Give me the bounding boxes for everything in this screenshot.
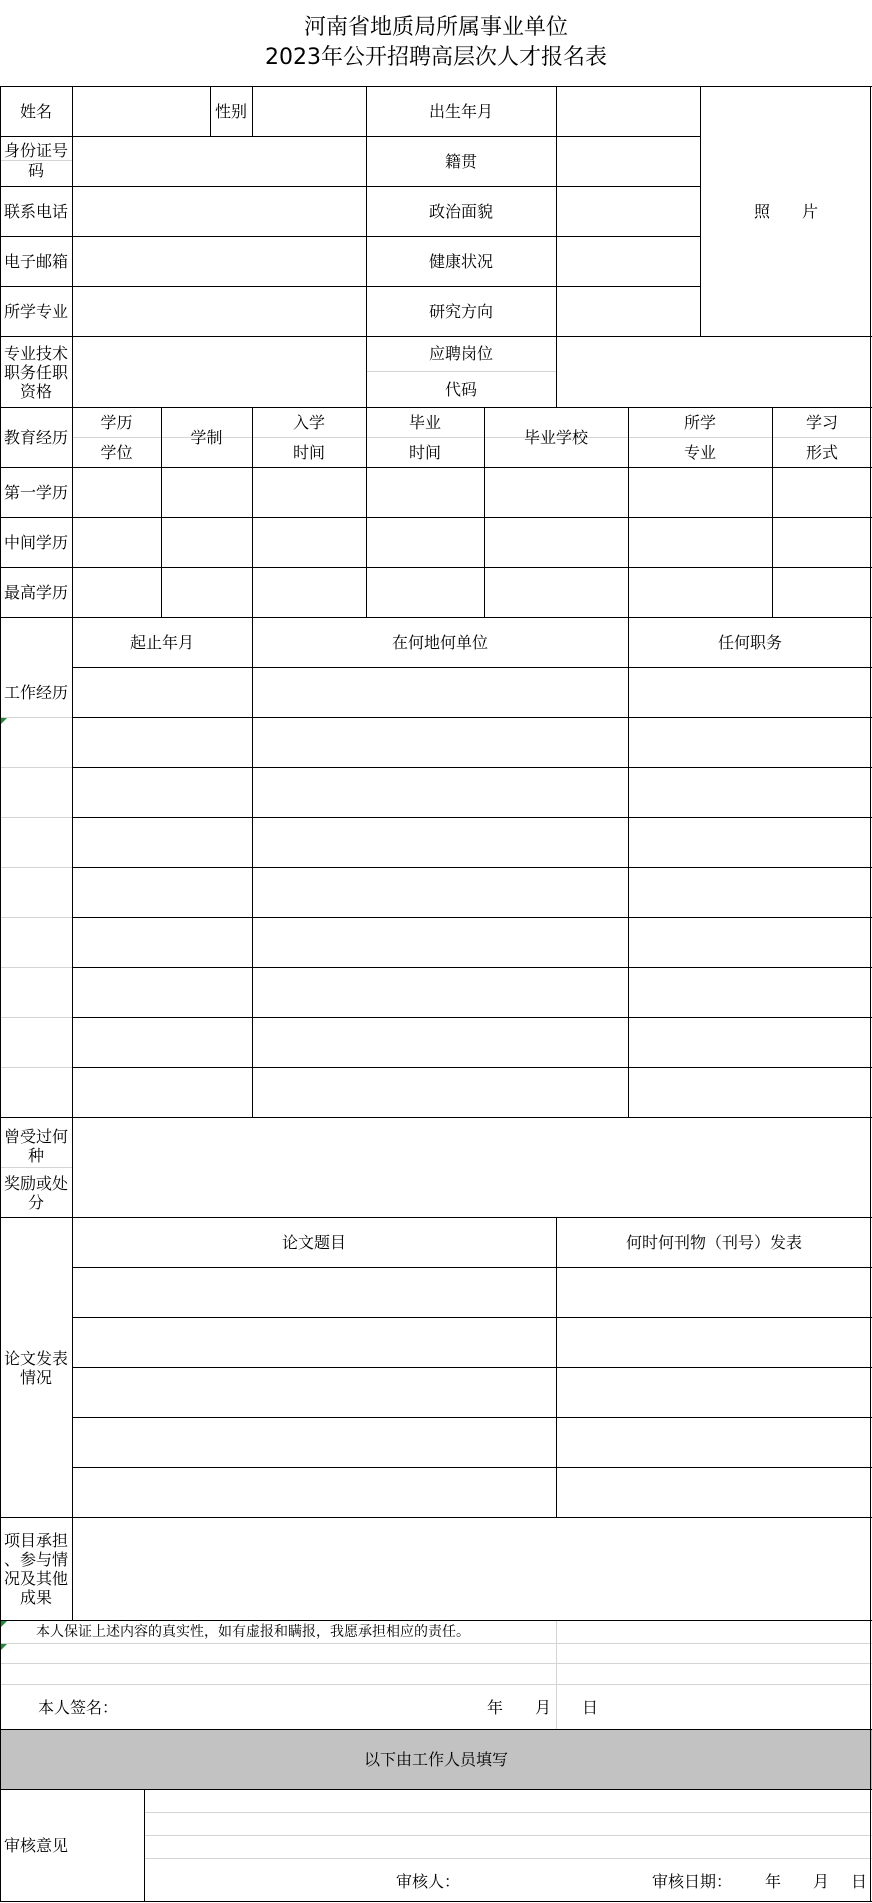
edu-header-system: 学制 — [190, 427, 223, 447]
table-border — [72, 967, 872, 968]
table-border — [252, 407, 253, 1117]
projects-label-line3: 况及其他 — [3, 1569, 68, 1588]
grid-line — [144, 1858, 872, 1859]
review-date-label: 审核日期： — [652, 1871, 733, 1891]
title-field[interactable] — [72, 336, 366, 407]
native-place-label: 籍贯 — [444, 151, 477, 171]
health-label: 健康状况 — [428, 251, 493, 271]
review-day: 日 — [850, 1871, 867, 1891]
edu-header-enroll2: 时间 — [292, 442, 325, 462]
phone-field[interactable] — [72, 186, 366, 236]
health-field[interactable] — [556, 236, 700, 286]
form-title-line2: 2023年公开招聘高层次人才报名表 — [265, 45, 607, 70]
projects-label-line4: 成果 — [19, 1588, 52, 1607]
declaration-text: 本人保证上述内容的真实性，如有虚报和瞒报，我愿承担相应的责任。 — [36, 1623, 470, 1640]
grid-line — [0, 867, 72, 868]
papers-label-line2: 情况 — [19, 1368, 52, 1387]
table-border — [0, 467, 872, 468]
rewards-field[interactable] — [72, 1117, 872, 1217]
signature-month: 月 — [534, 1697, 551, 1717]
political-label: 政治面貌 — [428, 201, 493, 221]
rewards-label-line4: 分 — [27, 1193, 44, 1212]
edu-header-degree1: 学历 — [100, 413, 133, 432]
name-field[interactable] — [72, 86, 210, 136]
grid-line — [0, 1684, 872, 1685]
birth-label: 出生年月 — [428, 101, 493, 121]
gender-field[interactable] — [252, 86, 366, 136]
table-border — [72, 1017, 872, 1018]
grid-line — [0, 1643, 872, 1644]
table-border — [72, 767, 872, 768]
grid-line — [0, 717, 72, 718]
table-border — [0, 1620, 872, 1621]
id-field[interactable] — [72, 136, 366, 186]
form-title-line1: 河南省地质局所属事业单位 — [303, 15, 568, 40]
paper-header-journal: 何时何刊物（刊号）发表 — [625, 1232, 802, 1252]
table-border — [72, 917, 872, 918]
photo-box[interactable]: 照 片 — [753, 201, 818, 221]
code-label: 代码 — [444, 379, 477, 399]
edu-header-enroll1: 入学 — [292, 413, 325, 432]
reviewer-label: 审核人： — [396, 1871, 461, 1891]
table-border — [72, 1267, 872, 1268]
edu-header-major1: 所学 — [683, 413, 716, 432]
email-label: 电子邮箱 — [3, 251, 68, 271]
projects-label-line2: 、参与情 — [3, 1550, 68, 1569]
edu-row-label: 中间学历 — [3, 532, 68, 552]
table-border — [72, 1067, 872, 1068]
cell-comment-marker — [1, 718, 7, 724]
edu-header-school: 毕业学校 — [523, 427, 588, 447]
cell-comment-marker — [1, 1644, 7, 1650]
signature-field[interactable] — [128, 1696, 468, 1718]
grid-line — [0, 1167, 72, 1168]
paper-header-title: 论文题目 — [281, 1232, 346, 1252]
projects-label-line1: 项目承担 — [3, 1531, 68, 1550]
table-border — [72, 667, 872, 668]
table-border — [0, 517, 872, 518]
cell-comment-marker — [1, 1621, 7, 1627]
grid-line — [0, 1017, 72, 1018]
signature-label: 本人签名： — [38, 1697, 119, 1717]
native-place-field[interactable] — [556, 136, 700, 186]
edu-header-degree2: 学位 — [100, 442, 133, 462]
title-label-line2: 职务任职 — [3, 363, 68, 382]
review-year: 年 — [764, 1871, 781, 1891]
birth-field[interactable] — [556, 86, 700, 136]
email-field[interactable] — [72, 236, 366, 286]
research-field[interactable] — [556, 286, 700, 336]
work-header-position: 任何职务 — [717, 632, 782, 652]
rewards-label-line3: 奖励或处 — [3, 1174, 68, 1193]
id-label-line1: 身份证号 — [3, 140, 68, 160]
grid-line — [0, 1067, 72, 1068]
edu-header-mode1: 学习 — [805, 413, 838, 432]
title-label-line3: 资格 — [19, 382, 52, 401]
table-border — [0, 1901, 872, 1902]
projects-field[interactable] — [72, 1517, 872, 1620]
gender-label: 性别 — [214, 101, 247, 121]
table-border — [0, 567, 872, 568]
edu-row-label: 第一学历 — [3, 482, 68, 502]
table-border — [72, 1367, 872, 1368]
phone-label: 联系电话 — [3, 201, 68, 221]
title-label-line1: 专业技术 — [3, 344, 68, 363]
id-label-line2: 码 — [27, 160, 44, 180]
edu-header-grad1: 毕业 — [408, 413, 441, 432]
name-label: 姓名 — [19, 101, 52, 121]
table-border — [72, 817, 872, 818]
table-border — [72, 1467, 872, 1468]
edu-row-label: 最高学历 — [3, 582, 68, 602]
post-label: 应聘岗位 — [428, 344, 493, 363]
work-header-period: 起止年月 — [129, 632, 194, 652]
grid-line — [0, 1663, 872, 1664]
edu-header-grad2: 时间 — [408, 442, 441, 462]
signature-year: 年 — [486, 1697, 503, 1717]
review-month: 月 — [812, 1871, 829, 1891]
work-header-employer: 在何地何单位 — [391, 632, 488, 652]
table-border — [72, 717, 872, 718]
table-border — [72, 867, 872, 868]
research-label: 研究方向 — [428, 301, 493, 321]
table-border — [72, 1417, 872, 1418]
major-field[interactable] — [72, 286, 366, 336]
edu-header-major2: 专业 — [683, 442, 716, 462]
education-label: 教育经历 — [3, 427, 68, 447]
review-label: 审核意见 — [3, 1835, 68, 1855]
table-border — [72, 1317, 872, 1318]
table-border — [628, 407, 629, 1117]
work-label: 工作经历 — [3, 682, 68, 702]
rewards-label-line2: 种 — [27, 1146, 44, 1165]
papers-label-line1: 论文发表 — [3, 1349, 68, 1368]
grid-line — [0, 967, 72, 968]
grid-line — [0, 817, 72, 818]
edu-header-mode2: 形式 — [805, 442, 838, 462]
staff-banner: 以下由工作人员填写 — [363, 1750, 508, 1769]
rewards-label-line1: 曾受过何 — [3, 1127, 68, 1146]
political-field[interactable] — [556, 186, 700, 236]
post-field[interactable] — [556, 336, 872, 407]
signature-day: 日 — [581, 1697, 598, 1717]
grid-line — [0, 917, 72, 918]
review-opinion-field[interactable] — [144, 1789, 872, 1857]
grid-line — [0, 767, 72, 768]
major-label: 所学专业 — [3, 301, 68, 321]
